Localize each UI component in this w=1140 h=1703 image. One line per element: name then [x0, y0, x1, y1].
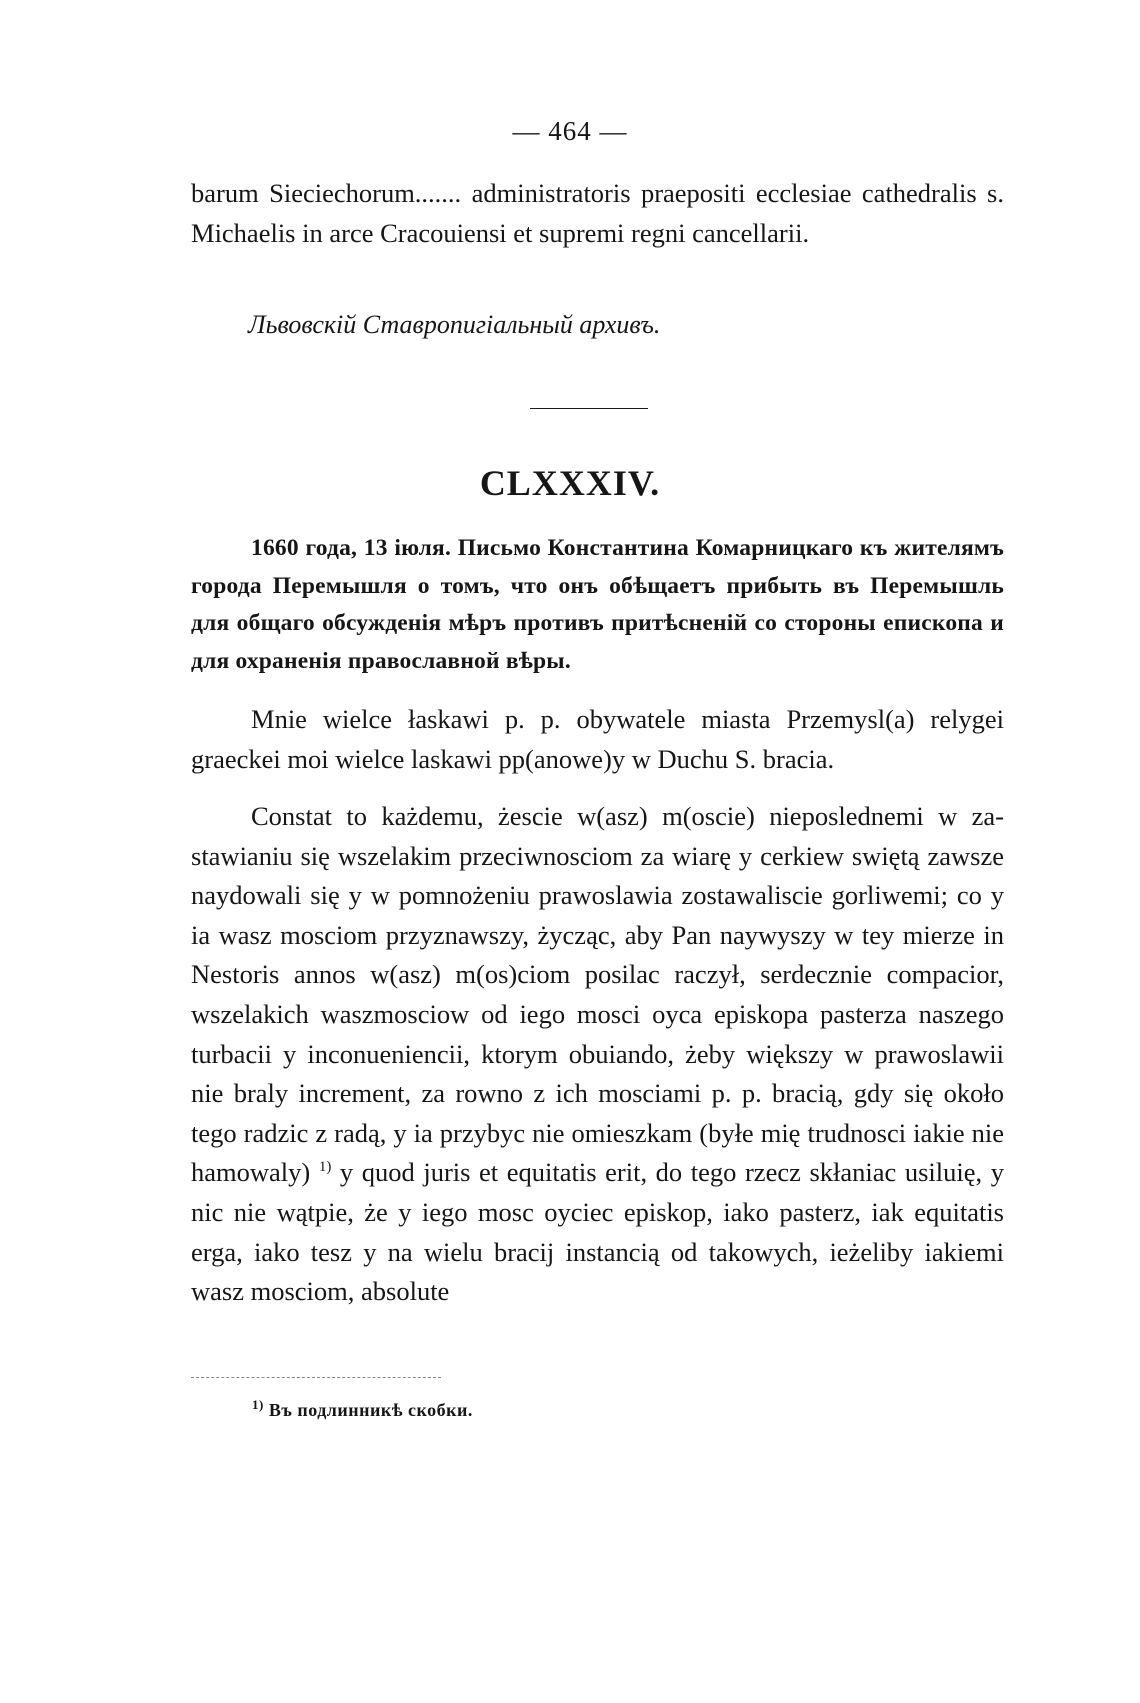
footnote	[252, 1397, 473, 1421]
letter-body-part-1: Constat to każdemu, żescie w(asz) m(oscie) nieposlednemi w zastawianiu się wszelakim przeciwnosciom za wiarę y cerkiew swiętą zawsze naydowali się y w pomnożeniu prawoslawia zostawaliscie gorliwemi; co y ia wasz mosciom przyznawszy, życząc, aby Pan naywyszy w tey mierze in Nestoris annos w(asz) m(os)ciom posilac raczył, serdecznie compacior, wszelakich waszmosciow od iego mosci oyca episkopa pasterza naszego turbacii y inconueniencii, ktorym obuiando, żeby większy w prawoslawii nie braly increment, za rowno z ich mosciami p. p. bracią, gdy się około tego radzic z radą, y ia przybyc nie omieszkam (byłe mię trudnosci iakie nie hamowaly)	[191, 801, 1004, 1188]
summary-text: 1660 года, 13 іюля. Письмо Константина Комарницкаго къ жителямъ города Перемышля о томъ, что онъ обѣщаетъ прибыть въ Перемышль для общаго обсужденія мѣръ противъ притѣсненій со стороны епископа и для охраненія православной вѣры.	[191, 535, 1004, 674]
letter-salutation: Mnie wielce łaskawi p. p. obywatele miasta Przemysl(a) relygei graeckei moi wielce laskawi pp(anowe)y w Duchu S. bracia.	[191, 704, 1004, 774]
footnote-marker: 1)	[252, 1397, 264, 1412]
page-number: — 464 —	[512, 116, 628, 146]
section-divider	[530, 408, 648, 409]
footnote-reference: 1)	[318, 1159, 332, 1176]
continuation-paragraph: barum Sieciechorum....... administratoris praepositi ecclesiae cathedralis s. Michaelis in arce Cracouiensi et supremi regni cancellarii.	[191, 178, 1004, 248]
footnote-text: Въ подлинникѣ скобки.	[268, 1400, 473, 1420]
footnote-separator	[191, 1377, 441, 1378]
letter-body-part-2: y quod juris et equitatis erit, do tego rzecz skłaniac usiluię, y nic nie wątpie, że y iego mosc oyciec episkop, iako pasterz, iak equitatis erga, iako tesz y na wielu bracij instancią od takowych, ieżeliby iakiemi wasz mosciom, absolute	[191, 1157, 1004, 1307]
archive-source-note: Львовскій Ставропигіальный архивъ.	[248, 310, 661, 339]
document-number-heading: CLXXXIV.	[479, 463, 661, 503]
letter-body	[191, 797, 1004, 1312]
document-summary	[191, 530, 1004, 680]
